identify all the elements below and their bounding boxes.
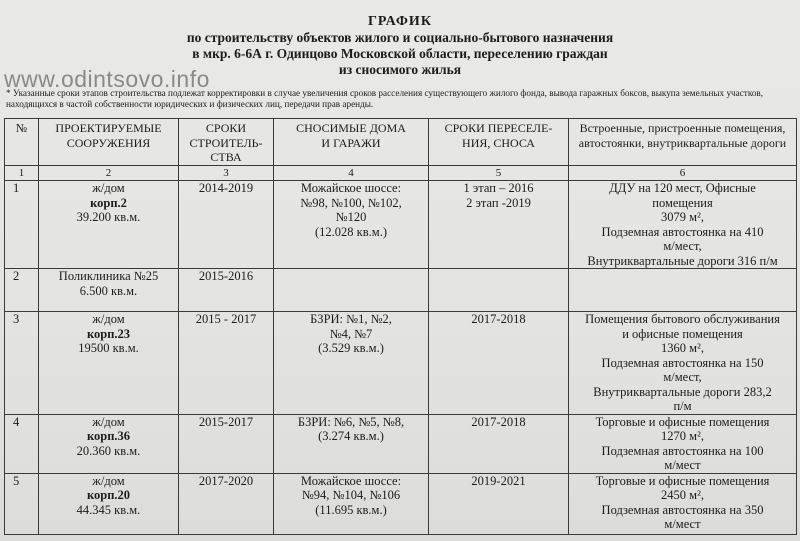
premises-cell [569, 269, 797, 312]
premises-cell: Торговые и офисные помещения 1270 м², Подземная автостоянка на 100 м/мест [569, 414, 797, 473]
row-number: 1 [5, 181, 39, 269]
demolish-cell [274, 269, 429, 312]
column-number: 1 [5, 165, 39, 181]
column-number: 4 [274, 165, 429, 181]
column-number-row [5, 165, 797, 181]
title-line-2: по строительству объектов жилого и социально-бытового назначения [186, 30, 614, 45]
building-cell: ж/дом корп.23 19500 кв.м. [39, 312, 179, 415]
demolish-cell: БЗРИ: №1, №2, №4, №7 (3.529 кв.м.) [274, 312, 429, 415]
building-cell: ж/дом корп.20 44.345 кв.м. [39, 473, 179, 534]
header-demolished: СНОСИМЫЕ ДОМА И ГАРАЖИ [274, 119, 429, 166]
title-line-1: ГРАФИК [368, 14, 432, 29]
table-row [5, 414, 797, 473]
row-number: 5 [5, 473, 39, 534]
building-cell: ж/дом корп.2 39.200 кв.м. [39, 181, 179, 269]
table-row [5, 181, 797, 269]
column-number: 5 [429, 165, 569, 181]
table-row [5, 473, 797, 534]
header-row [5, 119, 797, 166]
demolish-cell: Можайское шоссе: №94, №104, №106 (11.695 кв.м.) [274, 473, 429, 534]
row-number: 4 [5, 414, 39, 473]
term-cell: 2015-2017 [179, 414, 274, 473]
row-number: 3 [5, 312, 39, 415]
term-cell: 2015-2016 [179, 269, 274, 312]
header-buildings: ПРОЕКТИРУЕМЫЕ СООРУЖЕНИЯ [39, 119, 179, 166]
resettle-cell [429, 269, 569, 312]
column-number: 6 [569, 165, 797, 181]
building-cell: ж/дом корп.36 20.360 кв.м. [39, 414, 179, 473]
watermark-url: www.odintsovo.info [4, 66, 210, 92]
title-line-3: в мкр. 6-6А г. Одинцово Московской области, переселению граждан [192, 46, 608, 61]
table-row [5, 312, 797, 415]
column-number: 2 [39, 165, 179, 181]
header-premises: Встроенные, пристроенные помещения, автостоянки, внутриквартальные дороги [569, 119, 797, 166]
term-cell: 2015 - 2017 [179, 312, 274, 415]
title-line-4: из сносимого жилья [338, 62, 462, 77]
building-cell: Поликлиника №25 6.500 кв.м. [39, 269, 179, 312]
footnote: * Указанные сроки этапов строительства подлежат корректировки в случае увеличения сроков расселения существующего жилого фонда, вывода гаражных боксов, выкупа земельных участков, находящихся в частой собственности юридических и физических лиц, передачи прав аренды. [6, 88, 764, 109]
premises-cell: Помещения бытового обслуживания и офисные помещения 1360 м², Подземная автостоянка на 150 м/мест, Внутриквартальные дороги 283,2 п/м [569, 312, 797, 415]
table-row [5, 269, 797, 312]
resettle-cell: 2019-2021 [429, 473, 569, 534]
term-cell: 2014-2019 [179, 181, 274, 269]
header-construction-term: СРОКИ СТРОИТЕЛЬ- СТВА [179, 119, 274, 166]
resettle-cell: 1 этап – 2016 2 этап -2019 [429, 181, 569, 269]
resettle-cell: 2017-2018 [429, 312, 569, 415]
resettle-cell: 2017-2018 [429, 414, 569, 473]
document-title [150, 14, 650, 78]
header-number: № [5, 119, 39, 166]
demolish-cell: Можайское шоссе: №98, №100, №102, №120 (12.028 кв.м.) [274, 181, 429, 269]
demolish-cell: БЗРИ: №6, №5, №8, (3.274 кв.м.) [274, 414, 429, 473]
premises-cell: Торговые и офисные помещения 2450 м², Подземная автостоянка на 350 м/мест [569, 473, 797, 534]
header-resettlement-term: СРОКИ ПЕРЕСЕЛЕ- НИЯ, СНОСА [429, 119, 569, 166]
premises-cell: ДДУ на 120 мест, Офисные помещения 3079 м², Подземная автостоянка на 410 м/мест, Внутриквартальные дороги 316 п/м [569, 181, 797, 269]
schedule-table [4, 118, 797, 535]
row-number: 2 [5, 269, 39, 312]
column-number: 3 [179, 165, 274, 181]
term-cell: 2017-2020 [179, 473, 274, 534]
